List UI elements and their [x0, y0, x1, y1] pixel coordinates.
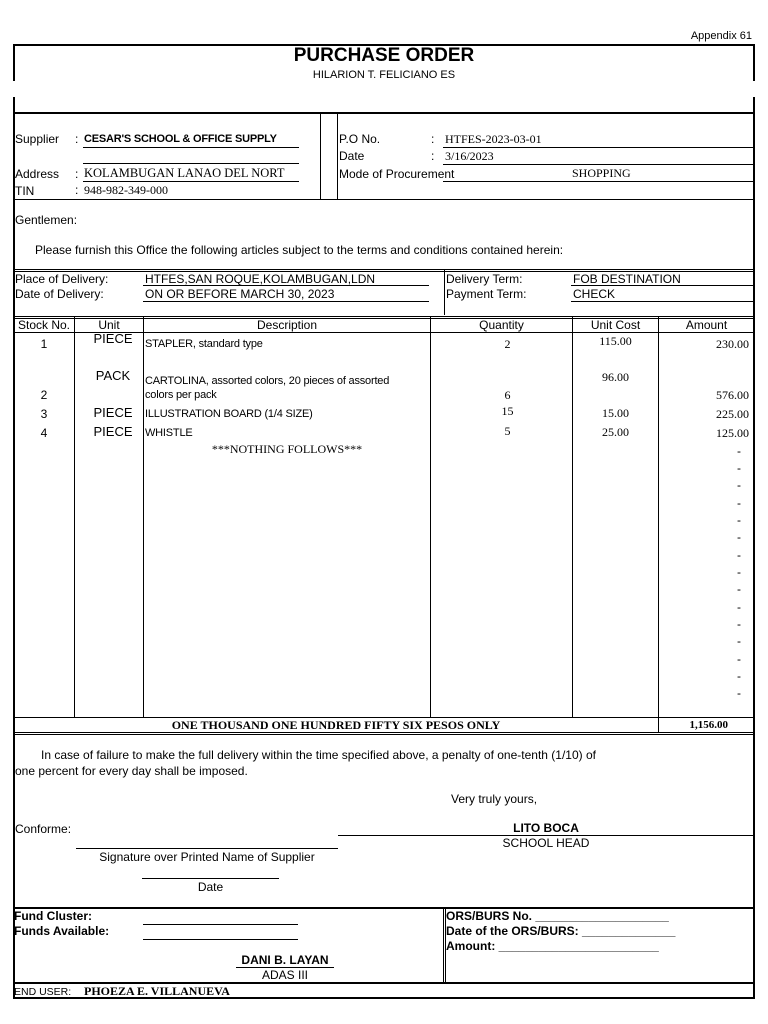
- procurement-mode-underline: [443, 181, 754, 182]
- frame-left: [13, 97, 15, 999]
- header-amount: Amount: [685, 318, 728, 332]
- po-date-label: Date: [339, 149, 365, 163]
- ors-burs-number-label: ORS/BURS No. ____________________: [446, 909, 669, 923]
- row-unit-cost: 115.00: [599, 334, 632, 348]
- empty-amount-dash: -: [737, 496, 741, 510]
- empty-amount-dash: -: [737, 478, 741, 492]
- frame-top: [13, 44, 754, 46]
- empty-amount-dash: -: [737, 461, 741, 475]
- empty-amount-dash: -: [737, 565, 741, 579]
- empty-amount-dash: -: [737, 513, 741, 527]
- row-stock-no: 3: [40, 407, 48, 421]
- supplier-label: Supplier: [15, 132, 60, 146]
- row-stock-no: 1: [40, 337, 48, 351]
- col-divider-quantity: [430, 317, 431, 717]
- end-user-name: PHOEZA E. VILLANUEVA: [84, 984, 230, 998]
- date-of-delivery-underline: [143, 301, 429, 302]
- table-top-1: [13, 316, 754, 317]
- supplier-date-caption: Date: [197, 880, 224, 894]
- date-of-delivery-value: ON OR BEFORE MARCH 30, 2023: [145, 287, 335, 301]
- empty-amount-dash: -: [737, 669, 741, 683]
- intro-text: Please furnish this Office the following articles subject to the terms and conditions contained herein:: [35, 243, 564, 257]
- accountant-position: ADAS III: [261, 968, 308, 982]
- header-unit-cost: Unit Cost: [590, 318, 641, 332]
- header-stock-no: Stock No.: [17, 318, 71, 332]
- po-number-value: HTFES-2023-03-01: [445, 132, 542, 146]
- row-unit-cost: 25.00: [602, 425, 629, 439]
- empty-amount-dash: -: [737, 530, 741, 544]
- address-value: KOLAMBUGAN LANAO DEL NORT: [84, 166, 285, 180]
- address-overline: [83, 163, 299, 164]
- supplier-underline: [83, 147, 299, 148]
- school-head-name: LITO BOCA: [513, 821, 579, 835]
- entity-name: HILARION T. FELICIANO ES: [312, 69, 456, 81]
- payment-term-label: Payment Term:: [446, 287, 527, 301]
- funds-divider-1: [443, 908, 444, 983]
- nothing-follows-note: ***NOTHING FOLLOWS***: [211, 442, 363, 456]
- frame-right-top: [753, 44, 755, 81]
- row-amount: 230.00: [716, 337, 749, 351]
- address-label: Address: [15, 167, 60, 181]
- row-unit: PIECE: [93, 424, 133, 439]
- delivery-term-label: Delivery Term:: [446, 272, 523, 286]
- address-underline: [83, 181, 299, 182]
- closing-remark: Very truly yours,: [451, 792, 538, 806]
- place-of-delivery-underline: [143, 285, 429, 286]
- funds-available-label: Funds Available:: [14, 924, 110, 938]
- supplier-section-bottom: [13, 199, 754, 200]
- row-description: STAPLER, standard type: [145, 338, 263, 350]
- end-user-label: END USER:: [14, 986, 72, 998]
- row-quantity: 2: [504, 337, 511, 351]
- funds-available-line: [143, 939, 298, 940]
- tin-colon: :: [75, 183, 79, 197]
- address-colon: :: [75, 167, 79, 181]
- row-quantity: 5: [504, 424, 511, 438]
- conforme-label: Conforme:: [15, 822, 72, 836]
- row-description: ILLUSTRATION BOARD (1/4 SIZE): [145, 408, 313, 420]
- total-row-bottom-1: [13, 732, 754, 733]
- place-of-delivery-label: Place of Delivery:: [15, 272, 109, 286]
- row-unit-cost: 15.00: [602, 406, 629, 420]
- row-description-continued: colors per pack: [145, 389, 217, 401]
- frame-right: [753, 97, 755, 999]
- row-amount: 576.00: [716, 388, 749, 402]
- delivery-divider: [444, 270, 445, 315]
- delivery-term-value: FOB DESTINATION: [573, 272, 681, 286]
- empty-amount-dash: -: [737, 582, 741, 596]
- amount-in-words: ONE THOUSAND ONE HUNDRED FIFTY SIX PESOS ONLY: [171, 718, 501, 732]
- delivery-term-underline: [571, 285, 754, 286]
- po-number-underline: [443, 147, 754, 148]
- header-quantity: Quantity: [479, 318, 524, 332]
- ors-burs-amount-label: Amount: ________________________: [446, 939, 659, 953]
- frame-bottom: [13, 997, 755, 999]
- frame-left-top: [13, 44, 15, 81]
- fund-cluster-label: Fund Cluster:: [14, 909, 92, 923]
- row-amount: 125.00: [716, 426, 749, 440]
- row-unit: PIECE: [93, 405, 133, 420]
- penalty-clause-line2: one percent for every day shall be imposed.: [15, 764, 248, 778]
- row-unit: PACK: [95, 368, 131, 383]
- ors-burs-date-label: Date of the ORS/BURS: ______________: [446, 924, 676, 938]
- supplier-value: CESAR'S SCHOOL & OFFICE SUPPLY: [84, 133, 277, 145]
- supplier-signature-caption: Signature over Printed Name of Supplier: [99, 850, 315, 864]
- po-date-underline: [443, 164, 754, 165]
- total-row-bottom-2: [13, 734, 754, 735]
- empty-amount-dash: -: [737, 652, 741, 666]
- appendix-label: Appendix 61: [690, 30, 752, 42]
- accountant-name: DANI B. LAYAN: [241, 953, 329, 967]
- row-description: CARTOLINA, assorted colors, 20 pieces of assorted: [145, 375, 390, 387]
- row-unit-cost: 96.00: [602, 370, 629, 384]
- supplier-divider-2: [337, 113, 338, 199]
- date-of-delivery-label: Date of Delivery:: [15, 287, 104, 301]
- empty-amount-dash: -: [737, 600, 741, 614]
- payment-term-underline: [571, 301, 754, 302]
- empty-amount-dash: -: [737, 617, 741, 631]
- tin-label: TIN: [15, 184, 35, 198]
- supplier-section-top: [13, 112, 755, 114]
- po-date-value: 3/16/2023: [445, 149, 494, 163]
- empty-amount-dash: -: [737, 548, 741, 562]
- grand-total: 1,156.00: [689, 719, 728, 731]
- supplier-divider-1: [320, 113, 321, 199]
- empty-amount-dash: -: [737, 634, 741, 648]
- delivery-top-1: [13, 269, 754, 270]
- po-number-colon: :: [431, 132, 435, 146]
- supplier-date-line: [142, 878, 279, 879]
- row-stock-no: 2: [40, 388, 48, 402]
- tin-value: 948-982-349-000: [84, 183, 168, 197]
- document-title: PURCHASE ORDER: [293, 45, 475, 66]
- payment-term-value: CHECK: [573, 287, 616, 301]
- header-unit: Unit: [98, 318, 120, 332]
- header-description: Description: [256, 318, 318, 332]
- empty-amount-dash: -: [737, 444, 741, 458]
- procurement-mode-value: SHOPPING: [572, 166, 631, 180]
- row-stock-no: 4: [40, 426, 48, 440]
- penalty-clause-line1: In case of failure to make the full delivery within the time specified above, a penalty of one-tenth (1/10) of: [41, 748, 596, 762]
- row-description: WHISTLE: [145, 427, 193, 439]
- row-quantity: 15: [501, 404, 514, 418]
- row-quantity: 6: [504, 388, 511, 402]
- place-of-delivery-value: HTFES,SAN ROQUE,KOLAMBUGAN,LDN: [145, 272, 376, 286]
- row-amount: 225.00: [716, 407, 749, 421]
- supplier-colon: :: [75, 132, 79, 146]
- po-number-label: P.O No.: [339, 132, 381, 146]
- procurement-mode-label: Mode of Procurement: [339, 167, 455, 181]
- empty-amount-dash: -: [737, 686, 741, 700]
- fund-cluster-line: [143, 924, 298, 925]
- po-date-colon: :: [431, 149, 435, 163]
- row-unit: PIECE: [93, 331, 133, 346]
- supplier-signature-line: [76, 848, 338, 849]
- greeting: Gentlemen:: [15, 213, 78, 227]
- school-head-position: SCHOOL HEAD: [502, 836, 590, 850]
